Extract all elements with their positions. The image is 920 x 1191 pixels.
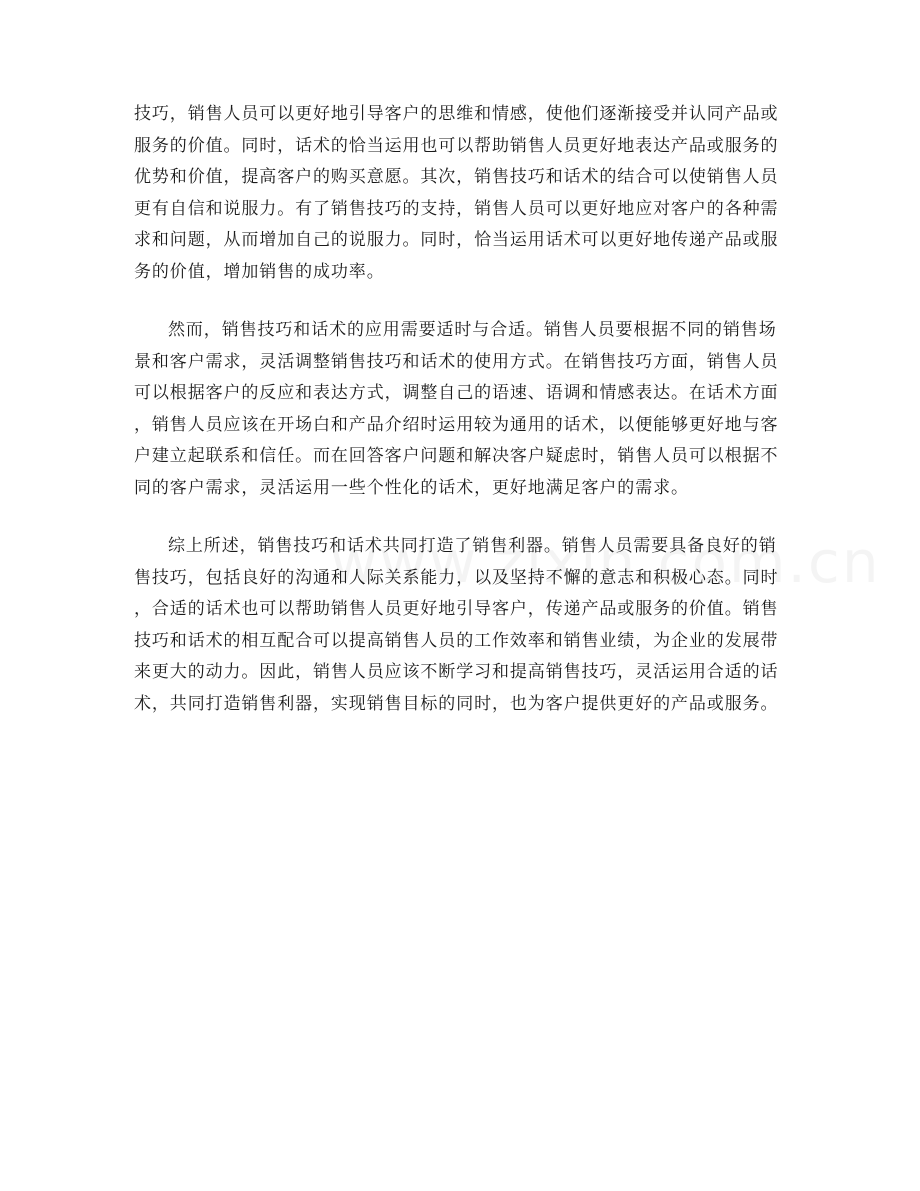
paragraph-line: ，销售人员应该在开场白和产品介绍时运用较为通用的话术，以便能够更好地与客 — [134, 414, 779, 435]
paragraph-line: ，合适的话术也可以帮助销售人员更好地引导客户，传递产品或服务的价值。销售 — [134, 599, 779, 619]
paragraph-line: 更有自信和说服力。有了销售技巧的支持，销售人员可以更好地应对客户的各种需 — [134, 198, 779, 219]
paragraph — [134, 99, 786, 288]
paragraph-line: 可以根据客户的反应和表达方式，调整自己的语速、语调和情感表达。在话术方面 — [134, 383, 779, 403]
paragraph-line: 然而，销售技巧和话术的应用需要适时与合适。销售人员要根据不同的销售场 — [168, 320, 777, 340]
paragraph-line: 务的价值，增加销售的成功率。 — [134, 261, 385, 282]
paragraph-line: 户建立起联系和信任。而在回答客户问题和解决客户疑虑时，销售人员可以根据不 — [134, 446, 779, 466]
paragraph-line: 综上所述，销售技巧和话术共同打造了销售利器。销售人员需要具备良好的销 — [168, 536, 777, 556]
paragraph-line: 技巧，销售人员可以更好地引导客户的思维和情感，使他们逐渐接受并认同产品或 — [134, 104, 779, 124]
document-body — [134, 99, 786, 747]
paragraph-line: 术，共同打造销售利器，实现销售目标的同时，也为客户提供更好的产品或服务。 — [134, 693, 779, 714]
paragraph-line: 同的客户需求，灵活运用一些个性化的话术，更好地满足客户的需求。 — [134, 477, 689, 498]
paragraph-line: 服务的价值。同时，话术的恰当运用也可以帮助销售人员更好地表达产品或服务的 — [134, 135, 779, 156]
paragraph — [134, 315, 786, 504]
paragraph-line: 来更大的动力。因此，销售人员应该不断学习和提高销售技巧，灵活运用合适的话 — [134, 662, 779, 682]
paragraph-line: 优势和价值，提高客户的购买意愿。其次，销售技巧和话术的结合可以使销售人员 — [134, 167, 779, 187]
paragraph-line: 技巧和话术的相互配合可以提高销售人员的工作效率和销售业绩，为企业的发展带 — [134, 630, 779, 651]
paragraph — [134, 531, 786, 720]
paragraph-line: 售技巧，包括良好的沟通和人际关系能力，以及坚持不懈的意志和积极心态。同时 — [134, 567, 779, 588]
paragraph-line: 景和客户需求，灵活调整销售技巧和话术的使用方式。在销售技巧方面，销售人员 — [134, 351, 779, 372]
paragraph-line: 求和问题，从而增加自己的说服力。同时，恰当运用话术可以更好地传递产品或服 — [134, 230, 779, 250]
